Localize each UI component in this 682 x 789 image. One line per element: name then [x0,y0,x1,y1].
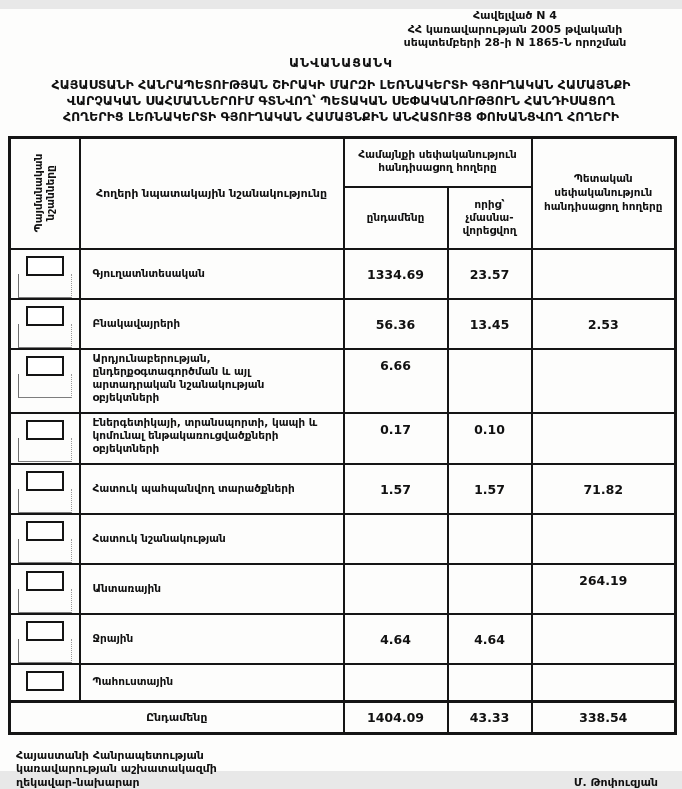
row-label: Ջրային [80,614,344,664]
page-title: ԱՆՎԱՆԱՑԱՆԿ [0,55,682,70]
conventional-sign-box [26,621,64,641]
signature-name: Մ. Թոփուզյան [574,776,664,789]
row-label: Էներգետիկայի, տրանսպորտի, կապի և կոմունալ ենթակառուցվածքների օբյեկտների [80,413,344,464]
sign-cell [10,464,80,514]
decree-heading [0,77,682,125]
row-state-value [532,514,676,564]
table-row [10,664,676,701]
heading-line-1: ՀԱՅԱՍՏԱՆԻ ՀԱՆՐԱՊԵՏՈՒԹՅԱՆ ՇԻՐԱԿԻ ՄԱՐԶԻ ԼԵՌՆԱԿԵՐՏԻ ԳՅՈՒՂԱԿԱՆ ՀԱՄԱՅՆՔԻ [0,77,682,93]
row-state-value: 264.19 [532,564,676,614]
conventional-sign-box [26,671,64,691]
conventional-sign-box [26,471,64,491]
row-total-value: 56.36 [344,299,448,349]
appendix-line-3: սեպտեմբերի 28-ի N 1865-Ն որոշման [350,36,680,50]
sign-cell [10,564,80,614]
row-nonprivatized-value [448,349,532,413]
row-nonprivatized-value: 1.57 [448,464,532,514]
table-row [10,614,676,664]
conventional-sign-box [26,306,64,326]
sign-cell [10,249,80,299]
table-row [10,349,676,413]
conventional-sign-outline [18,589,72,613]
table-row [10,464,676,514]
row-label: Անտառային [80,564,344,614]
table-row [10,514,676,564]
total-row [10,701,676,733]
signatory-line-1: Հայաստանի Հանրապետության [16,749,217,763]
header-state-property: Պետական սեփականություն հանդիսացող հողերը [532,137,676,249]
row-nonprivatized-value [448,564,532,614]
table-row [10,299,676,349]
document-footer [16,749,664,789]
row-state-value [532,614,676,664]
heading-line-3: ՀՈՂԵՐԻՑ ԼԵՌՆԱԿԵՐՏԻ ԳՅՈՒՂԱԿԱՆ ՀԱՄԱՅՆՔԻՆ ԱՆՀԱՏՈՒՅՑ ՓՈԽԱՆՑՎՈՂ ՀՈՂԵՐԻ [0,109,682,125]
table-row [10,249,676,299]
conventional-sign-outline [18,639,72,663]
conventional-sign-box [26,256,64,276]
header-community-property-group: Համայնքի սեփականություն հանդիսացող հողերը [344,137,532,187]
signatory-line-2: կառավարության աշխատակազմի [16,762,217,776]
row-label: Արդյունաբերության, ընդերքօգտագործման և այլ արտադրական նշանակության օբյեկտների [80,349,344,413]
row-nonprivatized-value [448,664,532,701]
land-table [8,136,677,735]
total-row-state-value: 338.54 [532,701,676,733]
row-nonprivatized-value: 4.64 [448,614,532,664]
heading-line-2: ՎԱՐՉԱԿԱՆ ՍԱՀՄԱՆՆԵՐՈՒՄ ԳՏՆՎՈՂ՝ ՊԵՏԱԿԱՆ ՍԵՓԱԿԱՆՈՒԹՅՈՒՆ ՀԱՆԴԻՍԱՑՈՂ [0,93,682,109]
row-state-value [532,249,676,299]
header-conventional-signs [10,137,80,249]
row-state-value [532,413,676,464]
signatory-title [16,749,217,789]
sign-cell [10,514,80,564]
conventional-sign-outline [18,274,72,298]
conventional-sign-box [26,521,64,541]
appendix-note [350,9,680,50]
conventional-sign-outline [18,324,72,348]
row-nonprivatized-value [448,514,532,564]
row-total-value [344,564,448,614]
header-conventional-signs-label: Պայմանական նշանները [33,145,57,241]
row-label: Հատուկ պահպանվող տարածքների [80,464,344,514]
row-state-value [532,664,676,701]
header-land-purpose: Հողերի նպատակային նշանակությունը [80,137,344,249]
row-total-value: 1.57 [344,464,448,514]
header-total: ընդամենը [344,187,448,249]
sign-cell [10,299,80,349]
sign-cell [10,413,80,464]
sign-cell [10,349,80,413]
conventional-sign-outline [18,489,72,513]
total-row-total-value: 1404.09 [344,701,448,733]
row-state-value [532,349,676,413]
table-row [10,564,676,614]
row-label: Պահուստային [80,664,344,701]
row-label: Գյուղատնտեսական [80,249,344,299]
conventional-sign-box [26,356,64,376]
header-non-privatized: որից՝ չմասնա-վորեցվող [448,187,532,249]
row-state-value: 2.53 [532,299,676,349]
conventional-sign-box [26,571,64,591]
row-total-value [344,514,448,564]
row-nonprivatized-value: 0.10 [448,413,532,464]
sign-cell [10,614,80,664]
document-page [0,9,682,771]
row-nonprivatized-value: 13.45 [448,299,532,349]
row-label: Բնակավայրերի [80,299,344,349]
row-total-value: 1334.69 [344,249,448,299]
row-label: Հատուկ նշանակության [80,514,344,564]
sign-cell [10,664,80,701]
row-total-value [344,664,448,701]
row-total-value: 4.64 [344,614,448,664]
row-total-value: 0.17 [344,413,448,464]
conventional-sign-box [26,420,64,440]
total-row-label: Ընդամենը [10,701,344,733]
conventional-sign-outline [18,539,72,563]
appendix-line-2: ՀՀ կառավարության 2005 թվականի [350,23,680,37]
row-state-value: 71.82 [532,464,676,514]
conventional-sign-outline [18,438,72,462]
signatory-line-3: ղեկավար-նախարար [16,776,217,789]
conventional-sign-outline [18,374,72,398]
row-total-value: 6.66 [344,349,448,413]
row-nonprivatized-value: 23.57 [448,249,532,299]
table-row [10,413,676,464]
appendix-line-1: Հավելված N 4 [350,9,680,23]
total-row-nonprivatized-value: 43.33 [448,701,532,733]
